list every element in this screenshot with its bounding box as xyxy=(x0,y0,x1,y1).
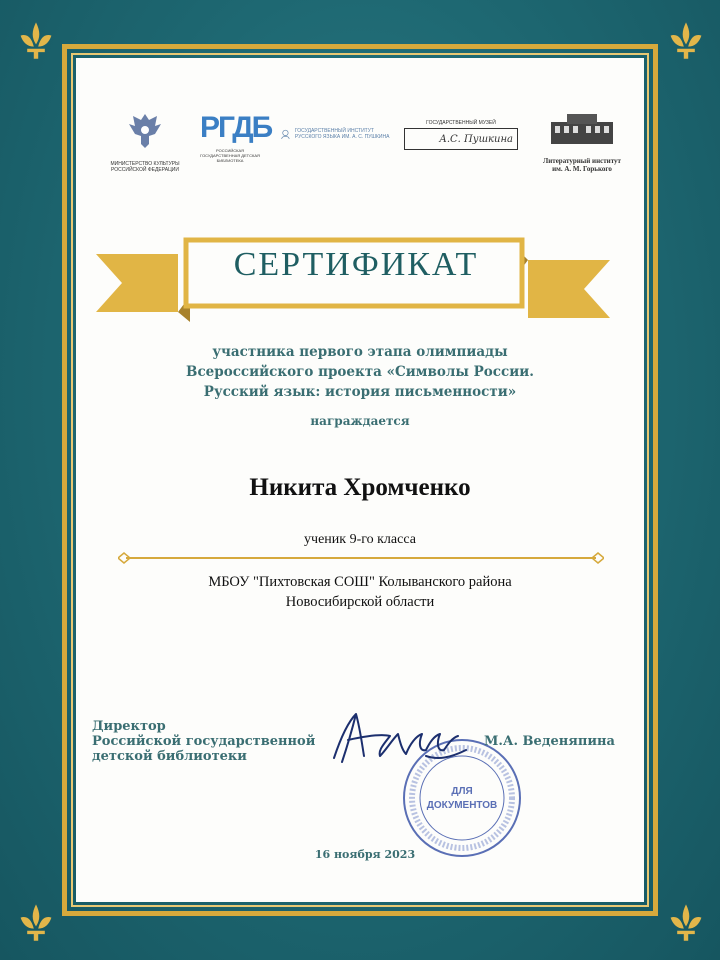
fleur-de-lis-icon xyxy=(14,18,58,62)
museum-caption-top: ГОСУДАРСТВЕННЫЙ МУЗЕЙ xyxy=(426,120,496,126)
position-line: детской библиотеки xyxy=(92,749,247,764)
institute-caption: ГОСУДАРСТВЕННЫЙ ИНСТИТУТ РУССКОГО ЯЗЫКА ИМ. А. С. ПУШКИНА xyxy=(294,128,390,140)
pushkin-portrait-icon xyxy=(280,124,291,144)
position-line: Директор xyxy=(92,719,166,734)
rgdb-caption: РОССИЙСКАЯ ГОСУДАРСТВЕННАЯ ДЕТСКАЯ БИБЛИОТЕКА xyxy=(200,148,260,163)
gorky-institute-logo xyxy=(536,108,628,173)
fleur-de-lis-icon xyxy=(14,900,58,944)
position-line: Российской государственной xyxy=(92,734,316,749)
museum-name: А.С. Пушкина xyxy=(439,133,513,145)
certificate-title: СЕРТИФИКАТ xyxy=(233,246,479,283)
school-info xyxy=(140,572,580,612)
school-line: МБОУ "Пихтовская СОШ" Колыванского района xyxy=(208,574,512,590)
certificate-subtitle xyxy=(150,342,570,402)
recipient-name: Никита Хромченко xyxy=(249,474,471,501)
pushkin-museum-logo xyxy=(404,120,518,150)
recipient-grade: ученик 9-го класса xyxy=(304,532,416,547)
building-icon xyxy=(547,108,617,146)
fleur-de-lis-icon xyxy=(664,18,708,62)
awarded-label: награждается xyxy=(310,414,410,428)
pushkin-institute-logo xyxy=(280,124,390,144)
stamp-text-line: ДЛЯ xyxy=(451,786,473,797)
signatory-name: М.А. Веденяпина xyxy=(484,734,615,749)
partner-logos xyxy=(108,108,628,178)
subtitle-line: Русский язык: история письменности» xyxy=(203,384,517,400)
handwritten-signature xyxy=(326,700,476,780)
literary-caption: Литературный институт им. А. М. Горького xyxy=(543,157,621,173)
ornamental-divider xyxy=(118,552,604,564)
rgdb-logo xyxy=(200,108,272,163)
fleur-de-lis-icon xyxy=(664,900,708,944)
school-line: Новосибирской области xyxy=(285,594,435,610)
subtitle-line: Всероссийского проекта «Символы России. xyxy=(186,364,534,380)
double-headed-eagle-icon xyxy=(125,108,165,150)
ministry-logo xyxy=(108,108,182,173)
subtitle-line: участника первого этапа олимпиады xyxy=(212,344,508,360)
signatory-position xyxy=(92,719,332,764)
rgdb-mark: РГДБ xyxy=(200,111,272,144)
issue-date: 16 ноября 2023 xyxy=(314,848,416,861)
ministry-caption: МИНИСТЕРСТВО КУЛЬТУРЫ РОССИЙСКОЙ ФЕДЕРАЦИИ xyxy=(110,161,180,173)
stamp-text-line: ДОКУМЕНТОВ xyxy=(426,800,498,811)
